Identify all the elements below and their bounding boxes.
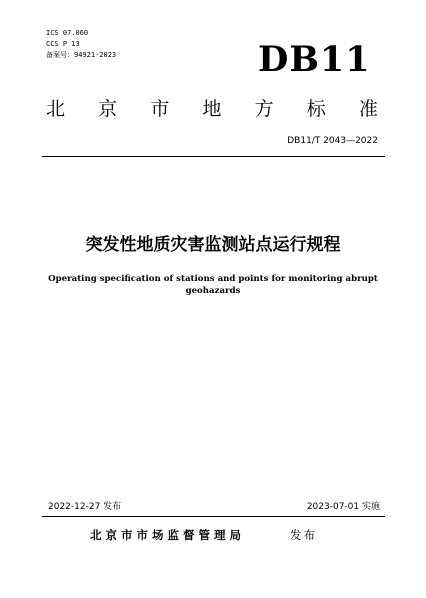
record-number: 备案号：94921-2023 bbox=[46, 51, 117, 59]
implementation-date: 2023-07-01 实施 bbox=[306, 502, 380, 512]
standard-number: DB11/T 2043—2022 bbox=[287, 136, 378, 146]
issuing-authority-suffix: 发布 bbox=[290, 528, 317, 542]
ccs-code: CCS P 13 bbox=[46, 40, 80, 48]
standard-type-title bbox=[46, 97, 378, 121]
standard-type-char: 北 bbox=[46, 98, 66, 120]
standard-type-char: 地 bbox=[202, 98, 222, 120]
classification-codes bbox=[46, 28, 116, 61]
standard-type-char: 京 bbox=[98, 98, 118, 120]
standard-type-char: 准 bbox=[358, 98, 378, 120]
db-code-logo: DB11 bbox=[258, 39, 371, 80]
standard-type-char: 市 bbox=[150, 98, 170, 120]
standard-type-char: 标 bbox=[306, 98, 326, 120]
issue-date: 2022-12-27 发布 bbox=[48, 502, 122, 512]
title-english bbox=[40, 273, 386, 297]
title-english-line: geohazards bbox=[185, 286, 241, 296]
ics-code: ICS 07.060 bbox=[46, 29, 89, 37]
bottom-divider bbox=[42, 516, 385, 517]
title-english-line: Operating specification of stations and points for monitoring abrupt bbox=[48, 274, 378, 284]
title-chinese: 突发性地质灾害监测站点运行规程 bbox=[85, 235, 341, 255]
top-divider bbox=[42, 156, 385, 157]
standard-type-char: 方 bbox=[254, 98, 274, 120]
issuing-authority: 北京市市场监督管理局 bbox=[90, 528, 245, 542]
